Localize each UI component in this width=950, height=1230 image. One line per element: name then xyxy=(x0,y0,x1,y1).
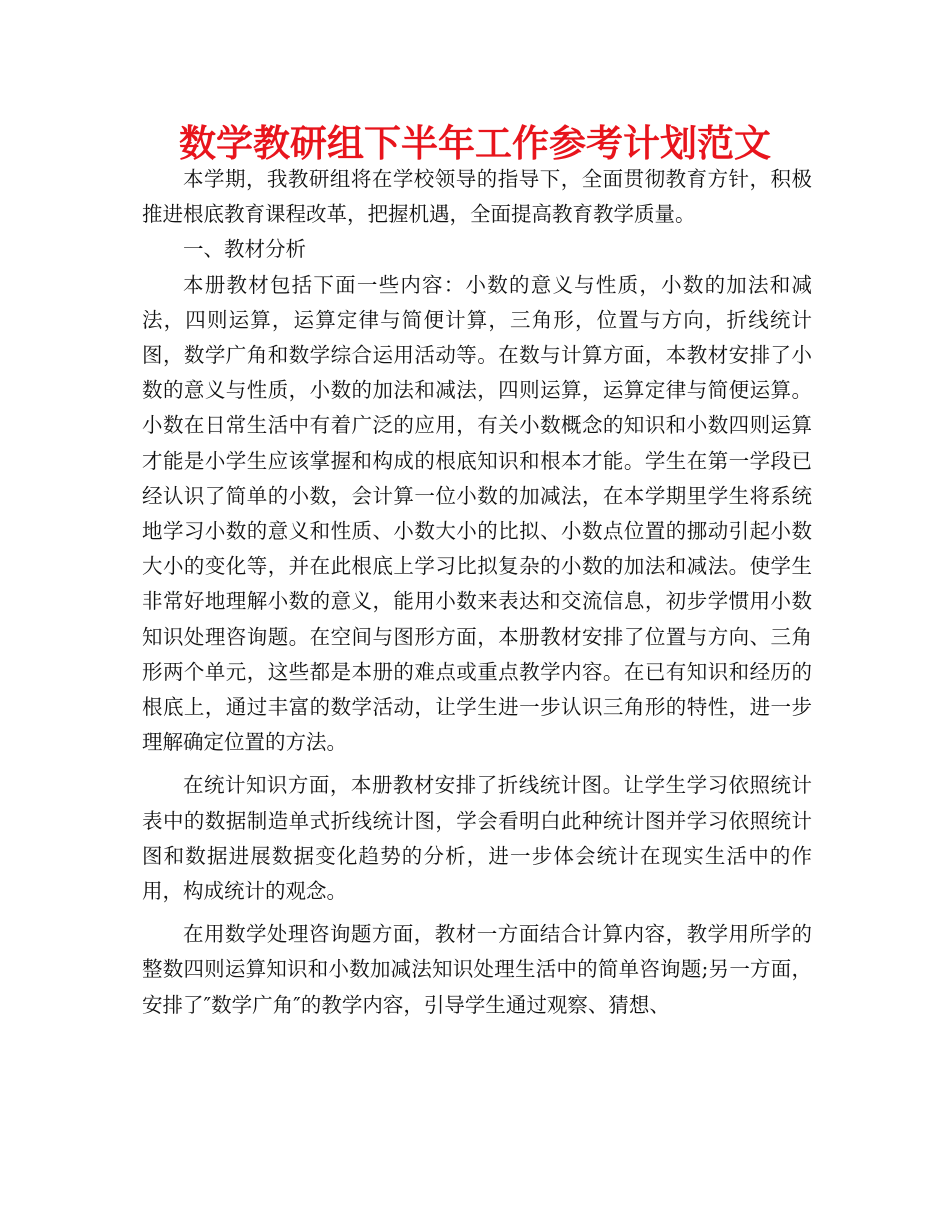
document-title: 数学教研组下半年工作参考计划范文 xyxy=(179,122,771,165)
paragraph-textbook-content: 本册教材包括下面一些内容：小数的意义与性质，小数的加法和减法，四则运算，运算定律与简便计算，三角形，位置与方向，折线统计图，数学广角和数学综合运用活动等。在数与计算方面，本教材安排了小数的意义与性质，小数的加法和减法，四则运算，运算定律与简便运算。小数在日常生活中有着广泛的应用，有关小数概念的知识和小数四则运算才能是小学生应该掌握和构成的根底知识和根本才能。学生在第一学段已经认识了简单的小数，会计算一位小数的加减法，在本学期里学生将系统地学习小数的意义和性质、小数大小的比拟、小数点位置的挪动引起小数大小的变化等，并在此根底上学习比拟复杂的小数的加法和减法。使学生非常好地理解小数的意义，能用小数来表达和交流信息，初步学惯用小数知识处理咨询题。在空间与图形方面，本册教材安排了位置与方向、三角形两个单元，这些都是本册的难点或重点教学内容。在已有知识和经历的根底上，通过丰富的数学活动，让学生进一步认识三角形的特性，进一步理解确定位置的方法。 xyxy=(142,272,812,755)
paragraph-intro: 本学期，我教研组将在学校领导的指导下，全面贯彻教育方针，积极推进根底教育课程改革，把握机遇，全面提高教育教学质量。 xyxy=(142,167,812,227)
paragraph-problem-solving: 在用数学处理咨询题方面，教材一方面结合计算内容，教学用所学的整数四则运算知识和小数加减法知识处理生活中的简单咨询题;另一方面，安排了″数学广角″的教学内容，引导学生通过观察、猜想、 xyxy=(142,922,812,1017)
section-heading-textbook-analysis: 一、教材分析 xyxy=(183,237,306,262)
paragraph-statistics: 在统计知识方面，本册教材安排了折线统计图。让学生学习依照统计表中的数据制造单式折线统计图，学会看明白此种统计图并学习依照统计图和数据进展数据变化趋势的分析，进一步体会统计在现实生活中的作用，构成统计的观念。 xyxy=(142,773,812,904)
document-body xyxy=(142,162,812,1023)
